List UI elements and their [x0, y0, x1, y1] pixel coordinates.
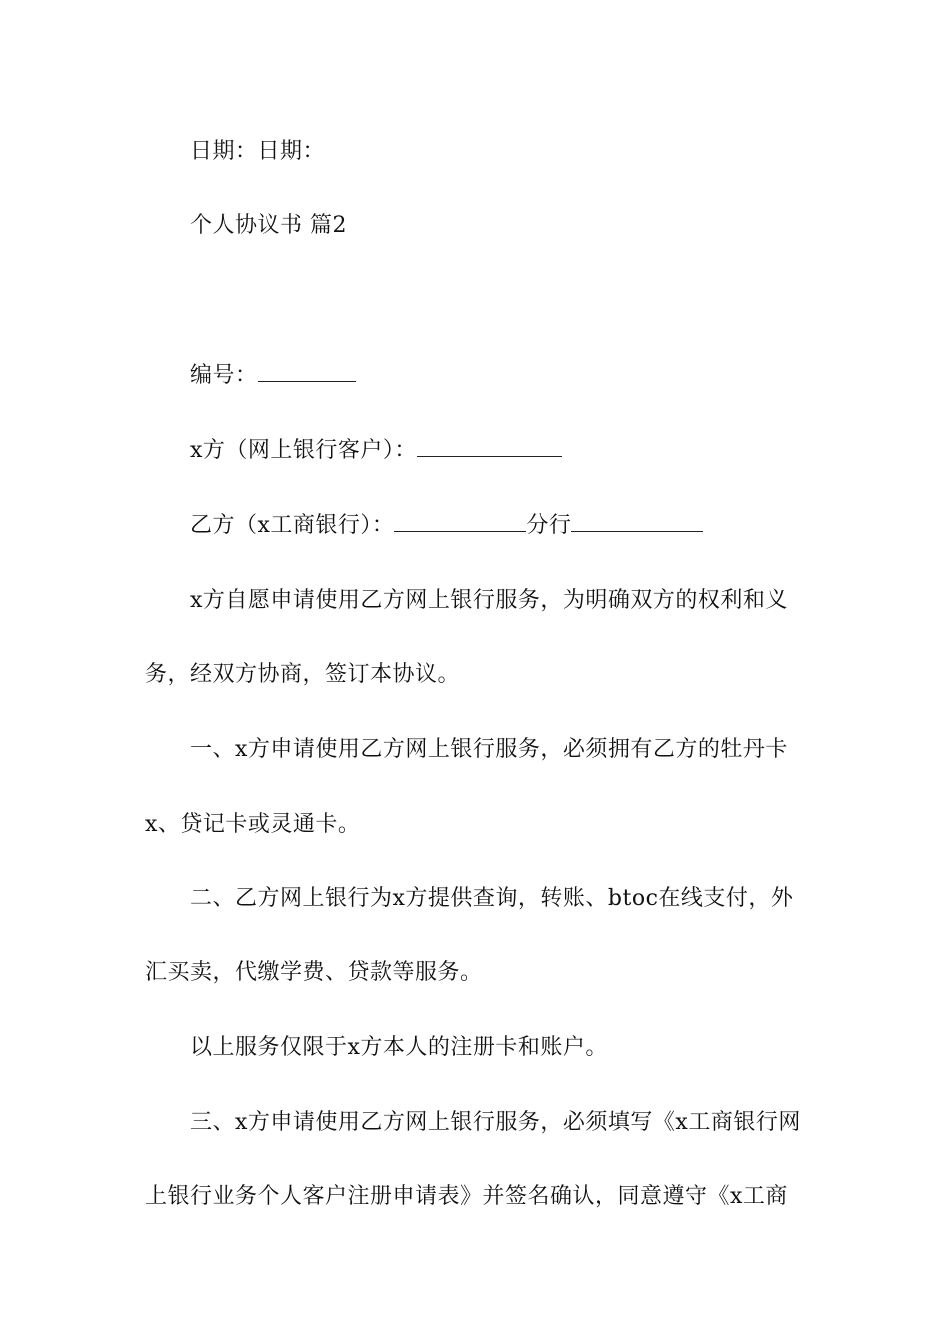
party-a-label: x方（网上银行客户）： [190, 438, 417, 463]
clause-3-line-1: 三、x方申请使用乙方网上银行服务，必须填写《x工商银行网 [190, 1110, 801, 1135]
party-b-branch-blank [571, 511, 703, 532]
party-a-blank [417, 436, 562, 457]
intro-line-1: x方自愿申请使用乙方网上银行服务，为明确双方的权利和义 [190, 588, 788, 613]
document-heading: 个人协议书 篇2 [190, 213, 347, 238]
party-a-line [190, 436, 562, 466]
services-limit-line: 以上服务仅限于x方本人的注册卡和账户。 [190, 1035, 608, 1060]
clause-1-line-1: 一、x方申请使用乙方网上银行服务，必须拥有乙方的牡丹卡 [190, 737, 788, 762]
clause-2-line-2: 汇买卖，代缴学费、贷款等服务。 [145, 960, 483, 985]
party-b-line [190, 511, 703, 541]
party-b-branch-label: 分行 [526, 513, 572, 538]
clause-2-line-1: 二、乙方网上银行为x方提供查询，转账、btoc在线支付，外 [190, 886, 794, 911]
clause-3-line-2: 上银行业务个人客户注册申请表》并签名确认，同意遵守《x工商 [145, 1184, 788, 1209]
date-line: 日期：日期： [190, 139, 326, 164]
clause-1-line-2: x、贷记卡或灵通卡。 [145, 812, 361, 837]
party-b-label: 乙方（x工商银行）： [190, 513, 395, 538]
number-line [190, 361, 356, 391]
intro-line-2: 务，经双方协商，签订本协议。 [145, 662, 461, 687]
number-label: 编号： [190, 363, 258, 388]
number-blank [258, 361, 356, 382]
party-b-blank [394, 511, 526, 532]
